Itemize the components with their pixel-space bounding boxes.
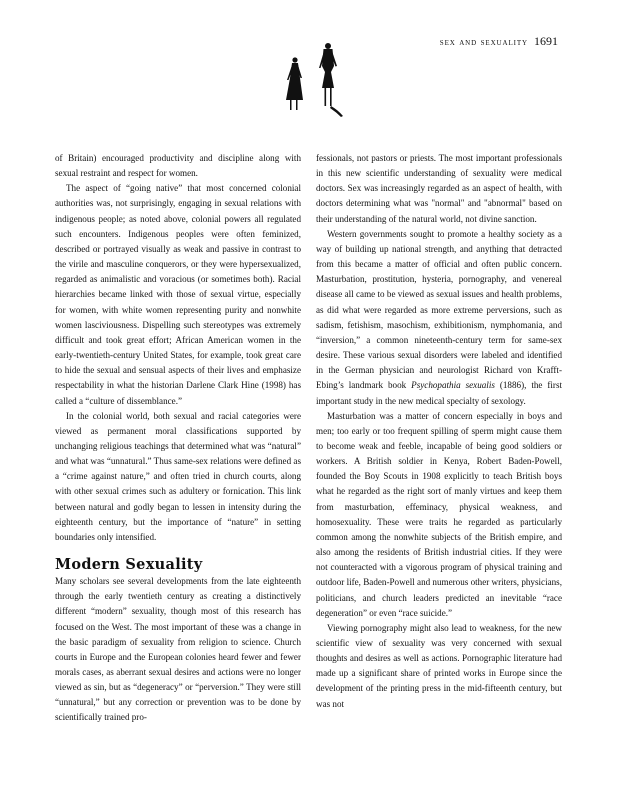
paragraph: Viewing pornography might also lead to weakness, for the new scientific view of sexuality was very concerned with sexual thoughts and desires as well as actions. Pornographic literature had made up a significant share of printed works in Europe since the development of the printing press in the mid-fifteenth century, but was not <box>316 622 562 709</box>
section-heading: Modern Sexuality <box>55 556 203 574</box>
paragraph: In the colonial world, both sexual and racial categories were viewed as permanent moral classifications supported by unchanging religious teachings that determined what was “natural” and what was “unnatural.” Thus same-sex relations were defined as a “crime against nature,” and often tried in church courts, along with other sexual crimes such as adultery or fornication. This link between natural and godly began to lessen in intensity during the eighteenth century, but the importance of “nature” in setting boundaries only intensified. <box>55 410 301 542</box>
paragraph: Masturbation was a matter of concern especially in boys and men; too early or too frequent spilling of sperm might cause them to become weak and feeble, incapable of being good soldiers or workers. A British soldier in Kenya, Robert Baden-Powell, founded the Boy Scouts in 1908 explicitly to teach British boys what he regarded as the right sort of manly virtues and keep them from masturbation, effeminacy, physical weakness, and homosexuality. These were traits he regarded as particularly common among the nonwhite subjects of the British empire, and also among the residents of British industrial cities. If they were not counteracted with a vigorous program of physical training and outdoor life, Baden-Powell and numerous other writers, physicians, politicians, and church leaders predicted an inevitable “race degeneration” or even “race suicide.” <box>316 410 562 618</box>
paragraph-text: (1886), the first important study in the new medical specialty of sexology. <box>316 380 563 406</box>
running-header-section: sex and sexuality <box>439 37 528 48</box>
paragraph: Many scholars see several developments from the late eighteenth through the early twentieth century as creating a distinctively different “modern” sexuality, though most of this research has focused on the West. The most important of these was a change in the basic paradigm of sexuality from religion to science. Church courts in Europe and the European colonies heard fewer and fewer morals cases, as aberrant sexual desires and actions were no longer viewed as sin, but as “degeneracy” or “perversion.” They were still “unnatural,” but any correction or prevention was to be done by scientifically trained pro- <box>55 576 301 723</box>
right-column <box>316 151 562 712</box>
silhouette-couple-illustration <box>275 38 365 118</box>
page-number: 1691 <box>534 34 558 48</box>
silhouette-couple-icon <box>275 38 365 118</box>
paragraph: of Britain) encouraged productivity and discipline along with sexual restraint and respect for women. <box>55 153 301 179</box>
paragraph <box>316 227 562 409</box>
paragraph: fessionals, not pastors or priests. The most important professionals in this new scientific understanding of sexuality were medical doctors. Sex was increasingly regarded as an aspect of health, with doctors determining what was "normal" and "abnormal" based on their understanding of the natural world, not divine sanction. <box>316 153 562 224</box>
paragraph-text: Western governments sought to promote a healthy society as a way of building up national strength, and anything that detracted from this became a matter of official and often public concern. Masturbation, prostitution, hysteria, pornography, and venereal disease all came to be viewed as sexual issues and health problems, as did what were regarded as more extreme perversions, such as sadism, fetishism, masochism, exhibitionism, nymphomania, and “inversion,” a common nineteenth-century term for same-sex desire. These various sexual disorders were labeled and identified in the German physician and neurologist Richard von Krafft-Ebing’s landmark book <box>316 228 562 391</box>
left-column <box>55 151 301 726</box>
running-header <box>440 34 558 49</box>
paragraph: The aspect of “going native” that most concerned colonial authorities was, not surprisingly, engaging in sexual relations with indigenous people; as noted above, colonial powers all regulated such encounters. Indigenous peoples were often feminized, described or portrayed visually as weak and passive in contrast to the virile and masculine conquerors, or they were hypersexualized, regarded as animalistic and voracious (or sometimes both). Racial hierarchies became linked with those of sexual virtue, especially for women, with white women representing purity and nonwhite women lasciviousness. Dispelling such stereotypes was extremely difficult and took great effort; African American women in the early-twentieth-century United States, for example, took great care to hide the sexual and sensual aspects of their lives and emphasize respectability in what the historian Darlene Clark Hine (1998) has called a “culture of dissemblance.” <box>55 183 301 406</box>
book-title: Psychopathia sexualis <box>411 380 495 391</box>
